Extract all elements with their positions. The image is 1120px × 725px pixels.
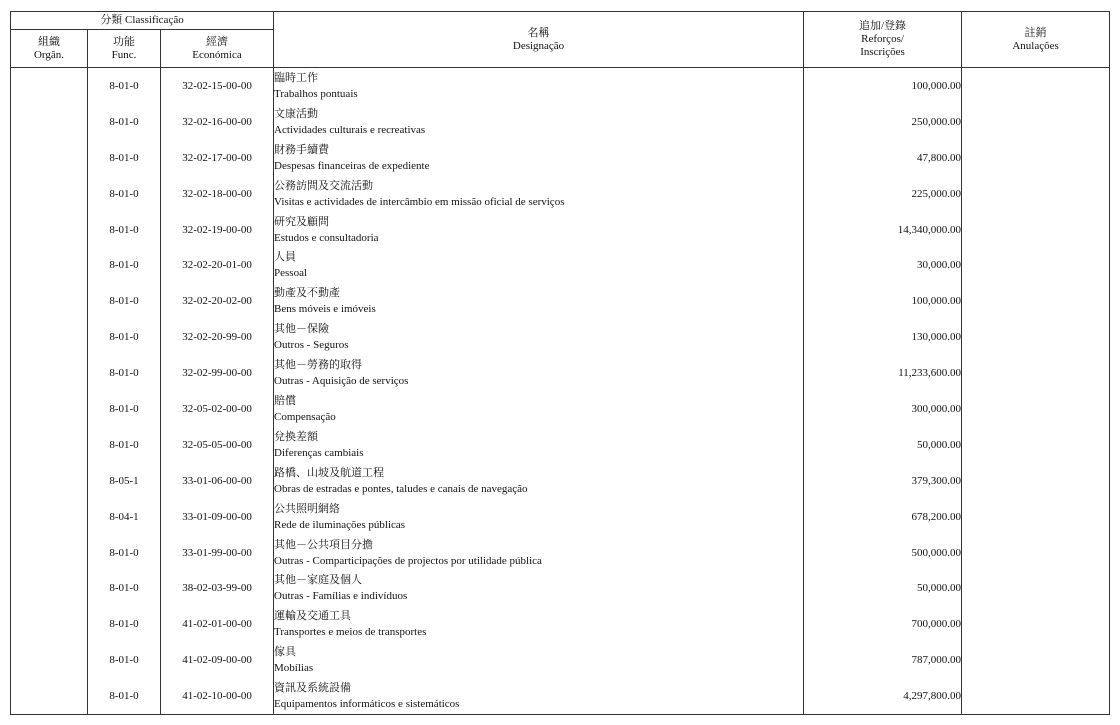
reforcos-amount: 47,800.00 — [804, 140, 962, 176]
table-row — [11, 499, 1110, 535]
func-code: 8-01-0 — [88, 570, 161, 606]
reforcos-amount: 11,233,600.00 — [804, 355, 962, 391]
designation-pt: Outras - Famílias e indivíduos — [274, 590, 408, 603]
designation-pt: Outros - Seguros — [274, 339, 349, 352]
designation-header-pt: Designação — [512, 39, 565, 52]
econ-code: 32-02-18-00-00 — [161, 176, 274, 212]
table-row — [11, 570, 1110, 606]
econ-code: 33-01-06-00-00 — [161, 463, 274, 499]
econ-code: 41-02-09-00-00 — [161, 642, 274, 678]
organ-header-pt: Orgân. — [33, 48, 65, 61]
designation-cell — [274, 355, 804, 391]
designation-pt: Transportes e meios de transportes — [274, 626, 427, 639]
designation-zh: 傢具 — [274, 645, 297, 659]
reforcos-header-pt2: Inscrições — [860, 46, 905, 58]
designation-pt: Compensação — [274, 410, 336, 423]
econ-header — [161, 30, 274, 68]
designation-pt: Rede de iluminações públicas — [274, 518, 406, 531]
designation-pt: Outras - Comparticipações de projectos por utilidade pública — [274, 554, 542, 567]
designation-zh: 公共照明網絡 — [274, 501, 341, 515]
reforcos-header-zh: 追加/登錄 — [859, 20, 907, 32]
designation-zh: 賠償 — [274, 393, 297, 407]
designation-zh: 人員 — [274, 250, 297, 264]
designation-cell — [274, 427, 804, 463]
reforcos-amount: 700,000.00 — [804, 606, 962, 642]
reforcos-amount: 100,000.00 — [804, 68, 962, 104]
anulacoes-amount — [962, 535, 1110, 571]
reforcos-amount: 14,340,000.00 — [804, 212, 962, 248]
designation-pt: Pessoal — [274, 267, 308, 280]
designation-cell — [274, 499, 804, 535]
anulacoes-amount — [962, 499, 1110, 535]
anulacoes-amount — [962, 140, 1110, 176]
func-code: 8-01-0 — [88, 283, 161, 319]
organ-cell — [11, 570, 88, 606]
reforcos-amount: 100,000.00 — [804, 283, 962, 319]
table-row — [11, 678, 1110, 714]
func-code: 8-01-0 — [88, 176, 161, 212]
func-code: 8-01-0 — [88, 391, 161, 427]
reforcos-amount: 379,300.00 — [804, 463, 962, 499]
designation-pt: Diferenças cambiais — [274, 446, 364, 459]
anulacoes-amount — [962, 391, 1110, 427]
reforcos-amount: 250,000.00 — [804, 104, 962, 140]
table-row — [11, 212, 1110, 248]
designation-zh: 其他－勞務的取得 — [274, 358, 363, 372]
designation-pt: Estudos e consultadoria — [274, 231, 379, 244]
designation-cell — [274, 247, 804, 283]
reforcos-amount: 678,200.00 — [804, 499, 962, 535]
designation-pt: Equipamentos informáticos e sistemáticos — [274, 698, 460, 711]
econ-code: 32-02-15-00-00 — [161, 68, 274, 104]
designation-cell — [274, 104, 804, 140]
classification-header: 分類 Classificação — [11, 12, 274, 30]
econ-code: 32-02-99-00-00 — [161, 355, 274, 391]
organ-cell — [11, 427, 88, 463]
designation-cell — [274, 606, 804, 642]
func-code: 8-01-0 — [88, 212, 161, 248]
econ-code: 32-02-16-00-00 — [161, 104, 274, 140]
organ-cell — [11, 283, 88, 319]
reforcos-amount: 225,000.00 — [804, 176, 962, 212]
table-row — [11, 535, 1110, 571]
table-row — [11, 283, 1110, 319]
func-code: 8-01-0 — [88, 68, 161, 104]
func-code: 8-01-0 — [88, 319, 161, 355]
organ-cell — [11, 247, 88, 283]
anulacoes-amount — [962, 678, 1110, 714]
anulacoes-amount — [962, 642, 1110, 678]
anulacoes-header — [962, 12, 1110, 68]
table-row — [11, 104, 1110, 140]
econ-code: 33-01-99-00-00 — [161, 535, 274, 571]
organ-cell — [11, 140, 88, 176]
econ-code: 32-02-20-01-00 — [161, 247, 274, 283]
designation-cell — [274, 642, 804, 678]
func-code: 8-04-1 — [88, 499, 161, 535]
table-body — [11, 68, 1110, 715]
anulacoes-amount — [962, 355, 1110, 391]
table-row — [11, 463, 1110, 499]
designation-zh: 運輸及交通工具 — [274, 609, 352, 623]
designation-pt: Visitas e actividades de intercâmbio em missão oficial de serviços — [274, 195, 565, 208]
anulacoes-amount — [962, 176, 1110, 212]
organ-cell — [11, 642, 88, 678]
organ-cell — [11, 319, 88, 355]
anulacoes-header-zh: 註銷 — [1024, 26, 1047, 39]
table-row — [11, 140, 1110, 176]
econ-code: 32-05-05-00-00 — [161, 427, 274, 463]
organ-cell — [11, 678, 88, 714]
designation-pt: Actividades culturais e recreativas — [274, 123, 426, 136]
econ-code: 32-02-19-00-00 — [161, 212, 274, 248]
designation-cell — [274, 68, 804, 104]
econ-code: 32-02-20-99-00 — [161, 319, 274, 355]
designation-pt: Despesas financeiras de expediente — [274, 159, 430, 172]
reforcos-amount: 4,297,800.00 — [804, 678, 962, 714]
designation-pt: Bens móveis e imóveis — [274, 303, 376, 316]
organ-cell — [11, 212, 88, 248]
table-header — [11, 12, 1110, 68]
func-header-pt: Func. — [111, 48, 137, 61]
econ-header-pt: Económica — [192, 48, 242, 61]
func-code: 8-01-0 — [88, 535, 161, 571]
anulacoes-amount — [962, 247, 1110, 283]
designation-pt: Trabalhos pontuais — [274, 87, 358, 100]
designation-zh: 公務訪問及交流活動 — [274, 178, 374, 192]
econ-code: 41-02-10-00-00 — [161, 678, 274, 714]
func-code: 8-01-0 — [88, 355, 161, 391]
designation-pt: Outras - Aquisição de serviços — [274, 375, 409, 388]
designation-zh: 其他－公共項目分擔 — [274, 537, 374, 551]
table-row — [11, 391, 1110, 427]
reforcos-amount: 50,000.00 — [804, 427, 962, 463]
designation-cell — [274, 140, 804, 176]
reforcos-amount: 500,000.00 — [804, 535, 962, 571]
anulacoes-amount — [962, 104, 1110, 140]
organ-cell — [11, 176, 88, 212]
anulacoes-amount — [962, 319, 1110, 355]
organ-cell — [11, 463, 88, 499]
func-code: 8-05-1 — [88, 463, 161, 499]
econ-code: 38-02-03-99-00 — [161, 570, 274, 606]
designation-cell — [274, 391, 804, 427]
table-row — [11, 355, 1110, 391]
organ-cell — [11, 104, 88, 140]
func-code: 8-01-0 — [88, 642, 161, 678]
anulacoes-amount — [962, 570, 1110, 606]
func-code: 8-01-0 — [88, 427, 161, 463]
anulacoes-header-pt: Anulações — [1012, 39, 1059, 52]
designation-zh: 動產及不動產 — [274, 286, 341, 300]
func-code: 8-01-0 — [88, 606, 161, 642]
table-row — [11, 642, 1110, 678]
anulacoes-amount — [962, 68, 1110, 104]
func-code: 8-01-0 — [88, 247, 161, 283]
anulacoes-amount — [962, 427, 1110, 463]
anulacoes-amount — [962, 283, 1110, 319]
table-row — [11, 68, 1110, 104]
designation-zh: 研究及顧問 — [274, 214, 330, 228]
designation-zh: 文康活動 — [274, 106, 319, 120]
designation-zh: 財務手續費 — [274, 142, 330, 156]
table-row — [11, 427, 1110, 463]
table-row — [11, 247, 1110, 283]
anulacoes-amount — [962, 606, 1110, 642]
func-header-zh: 功能 — [113, 35, 135, 48]
econ-code: 41-02-01-00-00 — [161, 606, 274, 642]
econ-code: 32-05-02-00-00 — [161, 391, 274, 427]
designation-cell — [274, 319, 804, 355]
table-row — [11, 606, 1110, 642]
designation-cell — [274, 463, 804, 499]
reforcos-header — [804, 12, 962, 68]
organ-cell — [11, 391, 88, 427]
organ-cell — [11, 499, 88, 535]
designation-zh: 臨時工作 — [274, 70, 319, 84]
organ-cell — [11, 355, 88, 391]
reforcos-amount: 787,000.00 — [804, 642, 962, 678]
econ-code: 32-02-17-00-00 — [161, 140, 274, 176]
func-code: 8-01-0 — [88, 678, 161, 714]
organ-cell — [11, 68, 88, 104]
designation-cell — [274, 535, 804, 571]
designation-cell — [274, 570, 804, 606]
designation-zh: 路橋、山坡及航道工程 — [274, 465, 385, 479]
econ-code: 32-02-20-02-00 — [161, 283, 274, 319]
anulacoes-amount — [962, 463, 1110, 499]
designation-cell — [274, 212, 804, 248]
organ-cell — [11, 535, 88, 571]
reforcos-amount: 50,000.00 — [804, 570, 962, 606]
designation-cell — [274, 283, 804, 319]
designation-header-zh: 名稱 — [527, 26, 550, 39]
organ-cell — [11, 606, 88, 642]
organ-header-zh: 組織 — [38, 35, 60, 48]
organ-header — [11, 30, 88, 68]
anulacoes-amount — [962, 212, 1110, 248]
budget-table — [10, 11, 1110, 715]
designation-zh: 其他－家庭及個人 — [274, 573, 363, 587]
designation-zh: 兌換差額 — [274, 429, 319, 443]
table-row — [11, 176, 1110, 212]
designation-zh: 資訊及系統設備 — [274, 681, 352, 695]
designation-cell — [274, 678, 804, 714]
designation-pt: Obras de estradas e pontes, taludes e canais de navegação — [274, 482, 528, 495]
econ-header-zh: 經濟 — [206, 35, 229, 48]
econ-code: 33-01-09-00-00 — [161, 499, 274, 535]
designation-cell — [274, 176, 804, 212]
reforcos-header-pt1: Reforços/ — [861, 33, 904, 45]
designation-header — [274, 12, 804, 68]
designation-pt: Mobílias — [274, 662, 314, 675]
func-code: 8-01-0 — [88, 104, 161, 140]
designation-zh: 其他－保險 — [274, 322, 330, 336]
func-header — [88, 30, 161, 68]
reforcos-amount: 130,000.00 — [804, 319, 962, 355]
func-code: 8-01-0 — [88, 140, 161, 176]
reforcos-amount: 300,000.00 — [804, 391, 962, 427]
table-row — [11, 319, 1110, 355]
reforcos-amount: 30,000.00 — [804, 247, 962, 283]
